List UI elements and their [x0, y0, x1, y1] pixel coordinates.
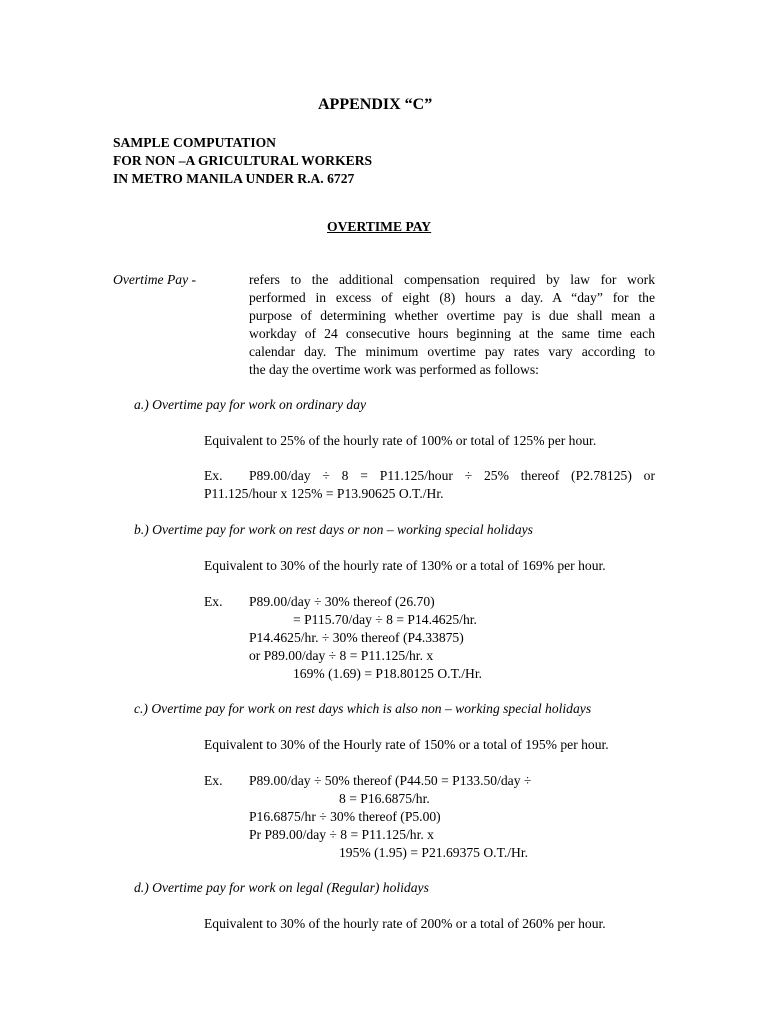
definition-line: the day the overtime work was performed as follows: [249, 362, 539, 377]
item-c-ex-line: 195% (1.95) = P21.69375 O.T./Hr. [339, 845, 529, 860]
definition-line: performed in excess of eight (8) hours a day. A “day” for the [249, 290, 655, 305]
item-b-ex-line: P14.4625/hr. ÷ 30% thereof (P4.33875) [249, 630, 464, 645]
item-c-ex-label: Ex. [204, 773, 223, 788]
definition-line: refers to the additional compensation required by law for work [249, 272, 655, 287]
section-heading: OVERTIME PAY [327, 219, 432, 234]
item-a-ex-label: Ex. [204, 468, 223, 483]
subtitle-line-1: SAMPLE COMPUTATION [113, 135, 276, 150]
item-d-heading: d.) Overtime pay for work on legal (Regular) holidays [134, 880, 429, 895]
item-c-ex-line: 8 = P16.6875/hr. [339, 791, 430, 806]
item-a-equivalent: Equivalent to 25% of the hourly rate of 100% or total of 125% per hour. [204, 433, 597, 448]
item-b-ex-line: 169% (1.69) = P18.80125 O.T./Hr. [293, 666, 483, 681]
item-c-equivalent: Equivalent to 30% of the Hourly rate of 150% or a total of 195% per hour. [204, 737, 609, 752]
item-b-ex-line: or P89.00/day ÷ 8 = P11.125/hr. x [249, 648, 434, 663]
subtitle-line-3: IN METRO MANILA UNDER R.A. 6727 [113, 171, 355, 186]
definition-line: purpose of determining whether overtime pay is due shall mean a [249, 308, 655, 323]
item-b-ex-line: P89.00/day ÷ 30% thereof (26.70) [249, 594, 435, 609]
item-b-ex-line: = P115.70/day ÷ 8 = P14.4625/hr. [293, 612, 477, 627]
page-title: APPENDIX “C” [318, 96, 433, 113]
item-a-ex-line-1: P89.00/day ÷ 8 = P11.125/hour ÷ 25% thereof (P2.78125) or [249, 468, 655, 483]
definition-term: Overtime Pay - [113, 272, 197, 287]
definition-line: calendar day. The minimum overtime pay rates vary according to [249, 344, 655, 359]
definition-line: workday of 24 consecutive hours beginning at the same time each [249, 326, 655, 341]
item-a-ex-line-2: P11.125/hour x 125% = P13.90625 O.T./Hr. [204, 486, 444, 501]
item-c-ex-line: P16.6875/hr ÷ 30% thereof (P5.00) [249, 809, 441, 824]
item-a-heading: a.) Overtime pay for work on ordinary day [134, 397, 367, 412]
item-b-equivalent: Equivalent to 30% of the hourly rate of 130% or a total of 169% per hour. [204, 558, 606, 573]
item-c-ex-line: Pr P89.00/day ÷ 8 = P11.125/hr. x [249, 827, 434, 842]
item-c-ex-line: P89.00/day ÷ 50% thereof (P44.50 = P133.50/day ÷ [249, 773, 532, 788]
subtitle-line-2: FOR NON –A GRICULTURAL WORKERS [113, 153, 373, 168]
item-c-heading: c.) Overtime pay for work on rest days which is also non – working special holidays [134, 701, 592, 716]
item-d-equivalent: Equivalent to 30% of the hourly rate of 200% or a total of 260% per hour. [204, 916, 606, 931]
item-b-ex-label: Ex. [204, 594, 223, 609]
item-b-heading: b.) Overtime pay for work on rest days or non – working special holidays [134, 522, 533, 537]
